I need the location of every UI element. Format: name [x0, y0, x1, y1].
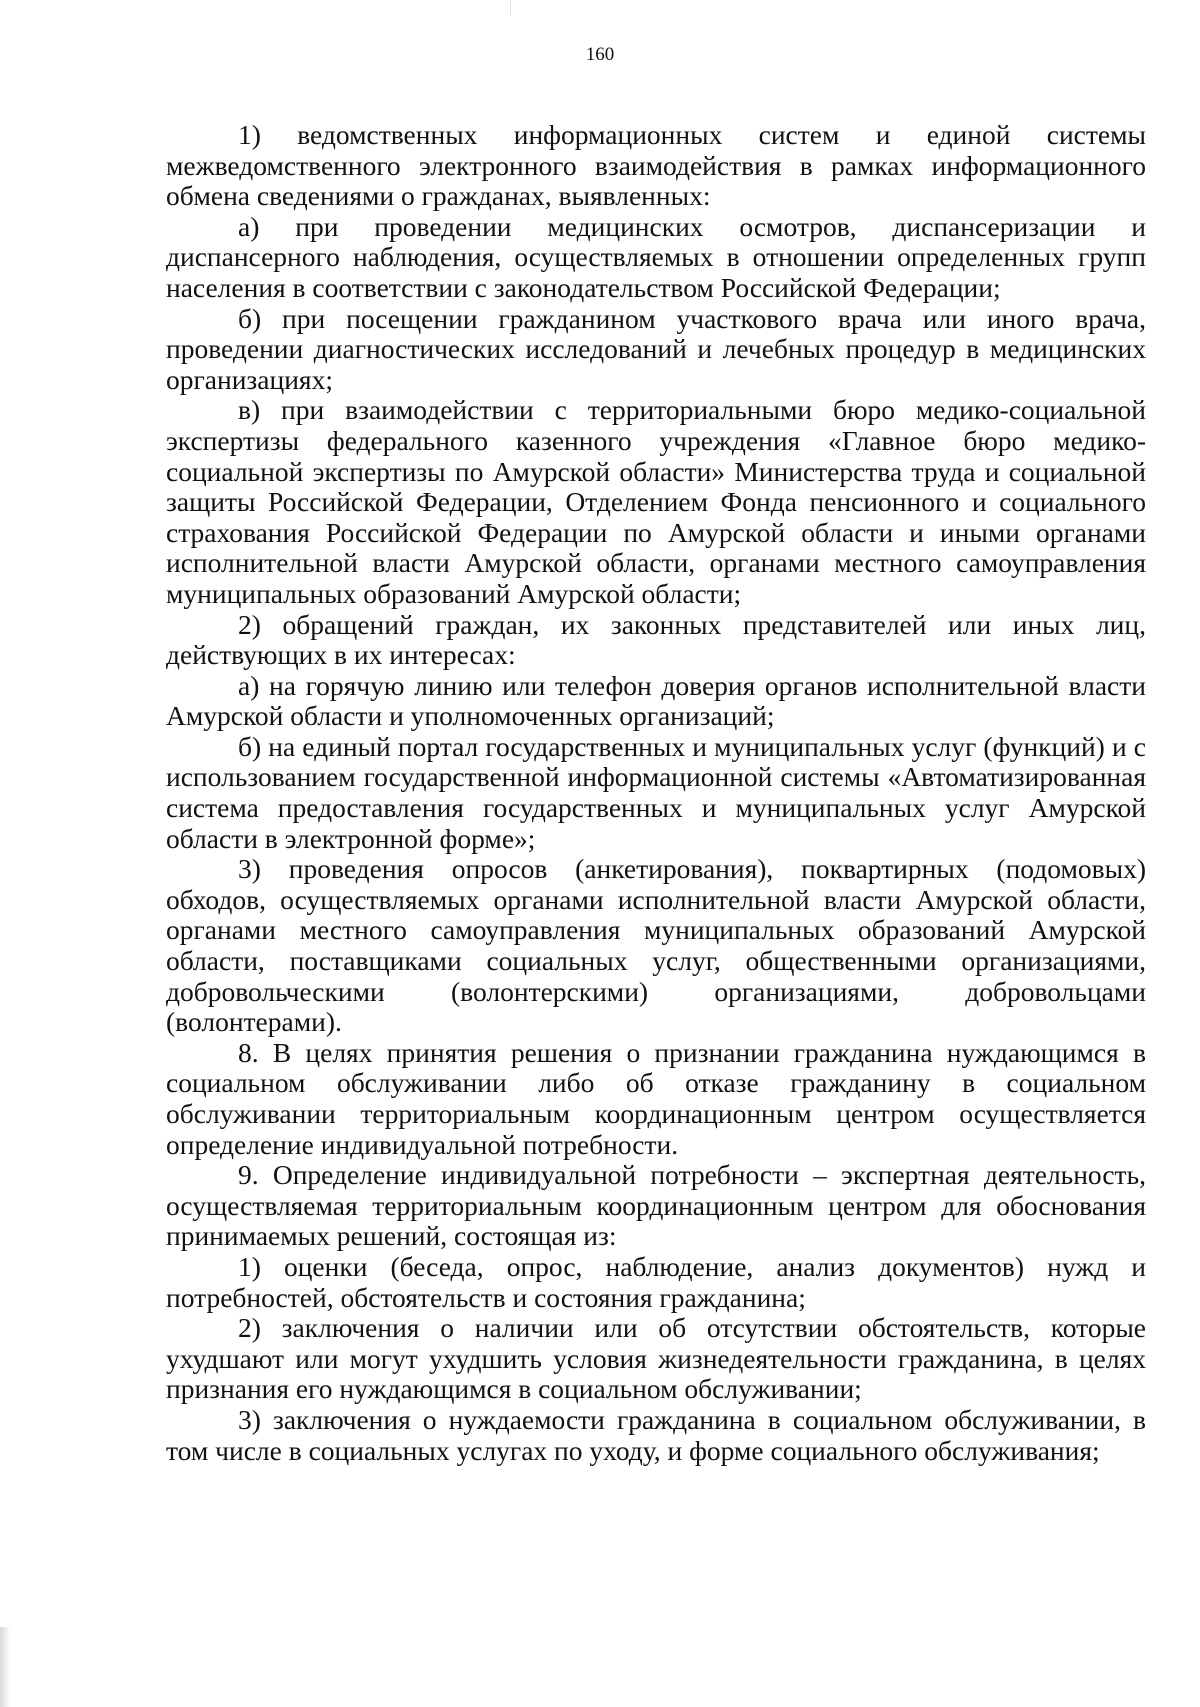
scan-edge-shadow: [0, 1627, 10, 1707]
paragraph-item-2-citizen-appeals: 2) обращений граждан, их законных представителей или иных лиц, действующих в их интересах:: [166, 608, 1146, 671]
paragraph-subitem-a-medical-exams: а) при проведении медицинских осмотров, диспансеризации и диспансерного наблюдения, осуществляемых в отношении определенных групп населения в соответствии с законодательством Российской Федерации;: [166, 210, 1146, 303]
page-number: 160: [585, 44, 615, 65]
paragraph-subitem-a-hotline: а) на горячую линию или телефон доверия органов исполнительной власти Амурской области и уполномоченных организаций;: [166, 669, 1146, 732]
paragraph-subitem-v-interaction-bureau: в) при взаимодействии с территориальными бюро медико-социальной экспертизы федерального казенного учреждения «Главное бюро медико-социальной экспертизы по Амурской области» Министерства труда и социальной защиты Российской Федерации, Отделением Фонда пенсионного и социального страхования Российской Федерации по Амурской области и иными органами исполнительной власти Амурской области, органами местного самоуправления муниципальных образований Амурской области;: [166, 394, 1146, 609]
document-body: [166, 120, 1146, 1466]
paragraph-subitem-b-unified-portal: б) на единый портал государственных и муниципальных услуг (функций) и с использованием государственной информационной системы «Автоматизированная система предоставления государственных и муниципальных услуг Амурской области в электронной форме»;: [166, 730, 1146, 854]
paragraph-clause-9-item-2: 2) заключения о наличии или об отсутствии обстоятельств, которые ухудшают или могут ухудшить условия жизнедеятельности гражданина, в целях признания его нуждающимся в социальном обслуживании;: [166, 1312, 1146, 1405]
paragraph-clause-9-item-1: 1) оценки (беседа, опрос, наблюдение, анализ документов) нужд и потребностей, обстоятельств и состояния гражданина;: [166, 1250, 1146, 1313]
paragraph-clause-9: 9. Определение индивидуальной потребности – экспертная деятельность, осуществляемая территориальным координационным центром для обоснования принимаемых решений, состоящая из:: [166, 1159, 1146, 1252]
paragraph-clause-8: 8. В целях принятия решения о признании гражданина нуждающимся в социальном обслуживании либо об отказе гражданину в социальном обслуживании территориальным координационным центром осуществляется определение индивидуальной потребности.: [166, 1036, 1146, 1160]
paragraph-item-1-sources-systems: 1) ведомственных информационных систем и единой системы межведомственного электронного взаимодействия в рамках информационного обмена сведениями о гражданах, выявленных:: [166, 119, 1146, 212]
paragraph-subitem-b-doctor-visits: б) при посещении гражданином участкового врача или иного врача, проведении диагностических исследований и лечебных процедур в медицинских организациях;: [166, 302, 1146, 395]
scan-artifact-mark: [510, 0, 511, 16]
paragraph-clause-9-item-3: 3) заключения о нуждаемости гражданина в социальном обслуживании, в том числе в социальных услугах по уходу, и форме социального обслуживания;: [166, 1403, 1146, 1466]
paragraph-item-3-surveys: 3) проведения опросов (анкетирования), поквартирных (подомовых) обходов, осуществляемых органами исполнительной власти Амурской области, органами местного самоуправления муниципальных образований Амурской области, поставщиками социальных услуг, общественными организациями, добровольческими (волонтерскими) организациями, добровольцами (волонтерами).: [166, 853, 1146, 1038]
